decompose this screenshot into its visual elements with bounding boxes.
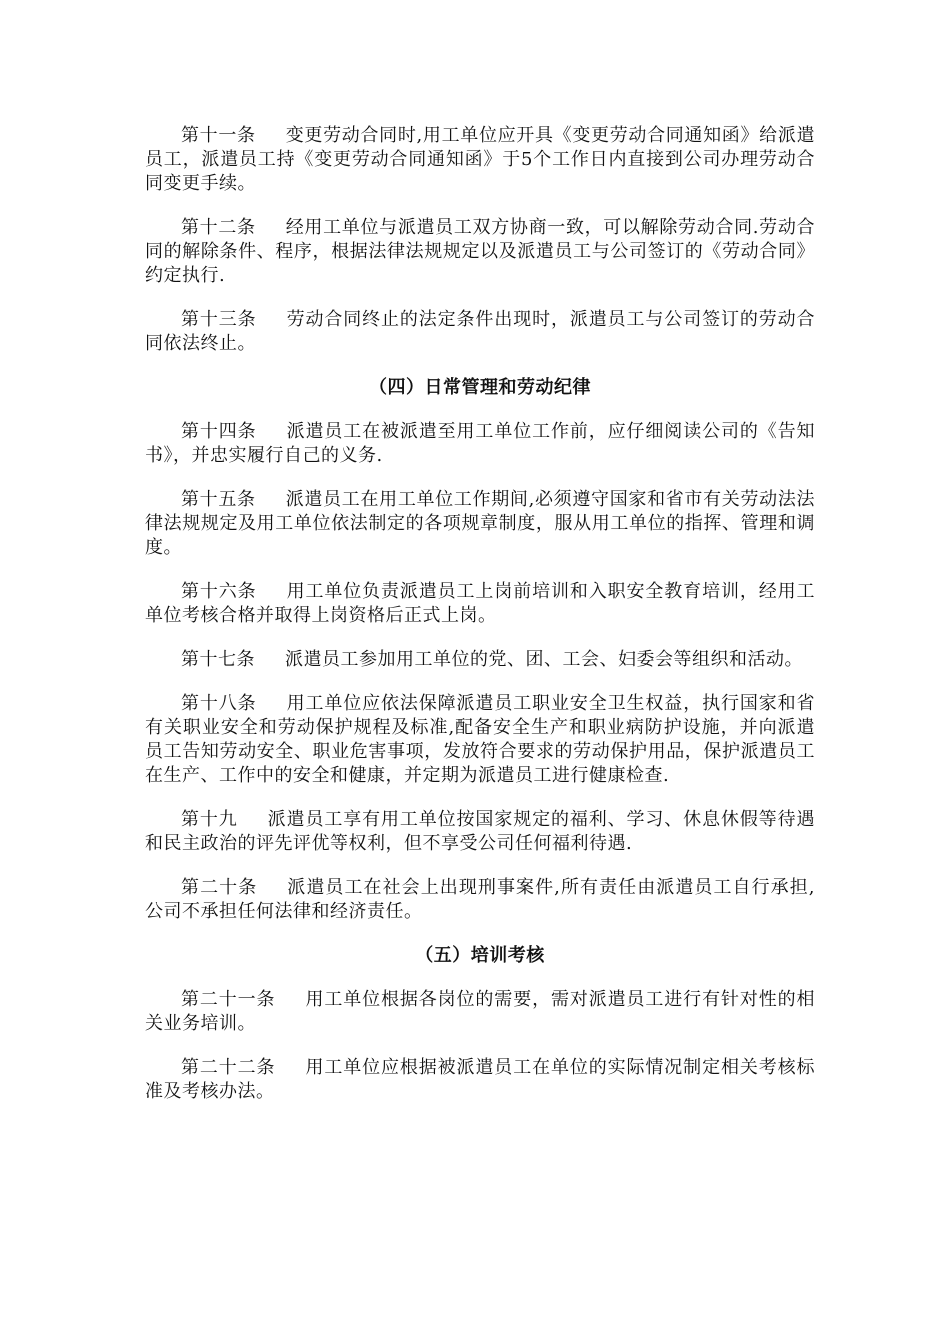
article-number: 第十四条 <box>181 421 257 442</box>
article-text: 派遣员工在用工单位工作期间,必须遵守国家和省市有关劳动法法律法规规定及用工单位依法制定的各项规章制度，服从用工单位的指挥、管理和调度。 <box>145 489 816 558</box>
article-text: 派遣员工在社会上出现刑事案件,所有责任由派遣员工自行承担,公司不承担任何法律和经济责任。 <box>145 877 815 922</box>
article-number: 第二十一条 <box>181 989 276 1010</box>
document-page <box>145 124 815 1124</box>
article-number: 第十一条 <box>181 125 256 146</box>
article-text: 经用工单位与派遣员工双方协商一致，可以解除劳动合同.劳动合同的解除条件、程序，根据法律法规规定以及派遣员工与公司签订的《劳动合同》约定执行. <box>145 217 816 286</box>
article-number: 第十二条 <box>181 217 256 238</box>
article-text: 用工单位应依法保障派遣员工职业安全卫生权益，执行国家和省有关职业安全和劳动保护规程及标准,配备安全生产和职业病防护设施，并向派遣员工告知劳动安全、职业危害事项，发放符合要求的劳动保护用品，保护派遣员工在生产、工作中的安全和健康，并定期为派遣员工进行健康检查. <box>145 693 816 786</box>
article-16 <box>145 580 815 628</box>
section-heading-5: （五）培训考核 <box>415 945 545 966</box>
article-number: 第十七条 <box>181 649 255 670</box>
article-text: 派遣员工在被派遣至用工单位工作前，应仔细阅读公司的《告知书》，并忠实履行自己的义务. <box>145 421 816 466</box>
article-18 <box>145 692 815 788</box>
article-13 <box>145 308 815 356</box>
article-number: 第二十条 <box>181 877 258 898</box>
article-number: 第十八条 <box>181 693 257 714</box>
article-text: 用工单位根据各岗位的需要，需对派遣员工进行有针对性的相关业务培训。 <box>145 989 815 1034</box>
article-19 <box>145 808 815 856</box>
article-17 <box>145 648 815 672</box>
article-text: 变更劳动合同时,用工单位应开具《变更劳动合同通知函》给派遣员工，派遣员工持《变更劳动合同通知函》于5个工作日内直接到公司办理劳动合同变更手续。 <box>145 125 816 194</box>
article-20 <box>145 876 815 924</box>
article-22 <box>145 1056 815 1104</box>
article-number: 第十三条 <box>181 309 257 330</box>
article-text: 派遣员工享有用工单位按国家规定的福利、学习、休息休假等待遇和民主政治的评先评优等权利，但不享受公司任何福利待遇. <box>145 809 816 854</box>
article-text: 用工单位负责派遣员工上岗前培训和入职安全教育培训，经用工单位考核合格并取得上岗资格后正式上岗。 <box>145 581 816 626</box>
article-14 <box>145 420 815 468</box>
article-number: 第十六条 <box>181 581 257 602</box>
article-number: 第二十二条 <box>181 1057 276 1078</box>
article-text: 派遣员工参加用工单位的党、团、工会、妇委会等组织和活动。 <box>285 649 803 670</box>
article-11 <box>145 124 815 196</box>
article-number: 第十九 <box>181 809 238 830</box>
section-heading-4: （四）日常管理和劳动纪律 <box>369 377 591 398</box>
article-21 <box>145 988 815 1036</box>
article-15 <box>145 488 815 560</box>
article-number: 第十五条 <box>181 489 256 510</box>
article-text: 用工单位应根据被派遣员工在单位的实际情况制定相关考核标准及考核办法。 <box>145 1057 815 1102</box>
article-text: 劳动合同终止的法定条件出现时，派遣员工与公司签订的劳动合同依法终止。 <box>145 309 816 354</box>
article-12 <box>145 216 815 288</box>
